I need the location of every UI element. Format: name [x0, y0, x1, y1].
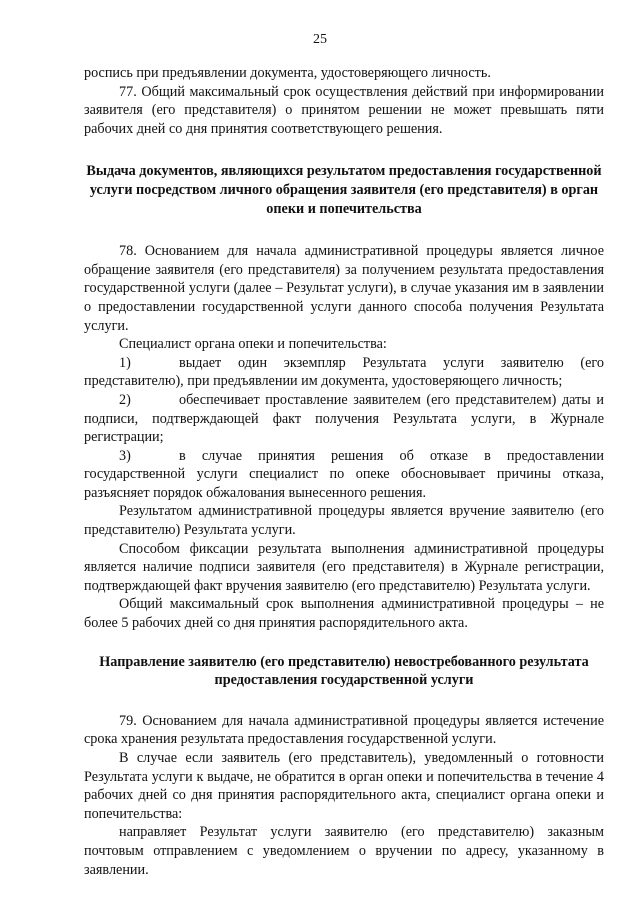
- paragraph-77: 77. Общий максимальный срок осуществления действий при информировании заявителя (его представителя) о принятом решении не может превышать пяти рабочих дней со дня принятия соответствующего решения.: [84, 83, 604, 137]
- paragraph-case: В случае если заявитель (его представитель), уведомленный о готовности Результата услуги к выдаче, не обратится в орган опеки и попечительства в течение 4 рабочих дней со дня принятия распорядительного акта, специалист органа опеки и попечительства:: [84, 750, 604, 822]
- section-heading-issuance: Выдача документов, являющихся результатом предоставления государственной услуги посредством личного обращения заявителя (его представителя) в орган опеки и попечительства: [86, 163, 602, 217]
- list-item-1: [84, 354, 604, 391]
- paragraph-result: Результатом административной процедуры является вручение заявителю (его представителю) Результата услуги.: [84, 503, 604, 539]
- document-body: [84, 64, 604, 879]
- list-item-1-number: 1): [119, 354, 131, 371]
- paragraph-fixation: Способом фиксации результата выполнения административной процедуры является наличие подписи заявителя (его представителя) в Журнале регистрации, подтверждающей факт вручения заявителю (его представителю) Результата услуги.: [84, 540, 604, 594]
- list-item-3-text: в случае принятия решения об отказе в предоставлении государственной услуги специалист по опеке обосновывает причины отказа, разъясняет порядок обжалования вынесенного решения.: [84, 447, 604, 501]
- page-number: 25: [313, 32, 327, 47]
- list-item-3-number: 3): [119, 447, 131, 464]
- paragraph-max-term: Общий максимальный срок выполнения административной процедуры – не более 5 рабочих дней со дня принятия распорядительного акта.: [84, 596, 604, 632]
- paragraph-continuation: роспись при предъявлении документа, удостоверяющего личность.: [84, 65, 491, 81]
- list-item-2-number: 2): [119, 391, 131, 408]
- paragraph-sends: направляет Результат услуги заявителю (его представителю) заказным почтовым отправлением с уведомлением о вручении по адресу, указанному в заявлении.: [84, 824, 604, 878]
- paragraph-78: 78. Основанием для начала административной процедуры является личное обращение заявителя (его представителя) за получением результата предоставления государственной услуги (далее – Результат услуги), в случае указания им в заявлении о предоставлении государственной услуги данного способа получения Результата услуги.: [84, 243, 604, 334]
- list-item-2-text: обеспечивает проставление заявителем (его представителем) даты и подписи, подтверждающей факт получения Результата услуги, в Журнале регистрации;: [84, 391, 604, 446]
- paragraph-specialist: Специалист органа опеки и попечительства:: [119, 336, 387, 353]
- section-heading-unclaimed: Направление заявителю (его представителю) невостребованного результата предоставления государственной услуги: [99, 653, 589, 689]
- list-item-1-text: выдает один экземпляр Результата услуги заявителю (его представителю), при предъявлении им документа, удостоверяющего личность;: [84, 354, 604, 390]
- list-item-2: [84, 391, 604, 447]
- list-item-3: [84, 447, 604, 503]
- paragraph-79: 79. Основанием для начала административной процедуры является истечение срока хранения результата предоставления государственной услуги.: [84, 712, 604, 748]
